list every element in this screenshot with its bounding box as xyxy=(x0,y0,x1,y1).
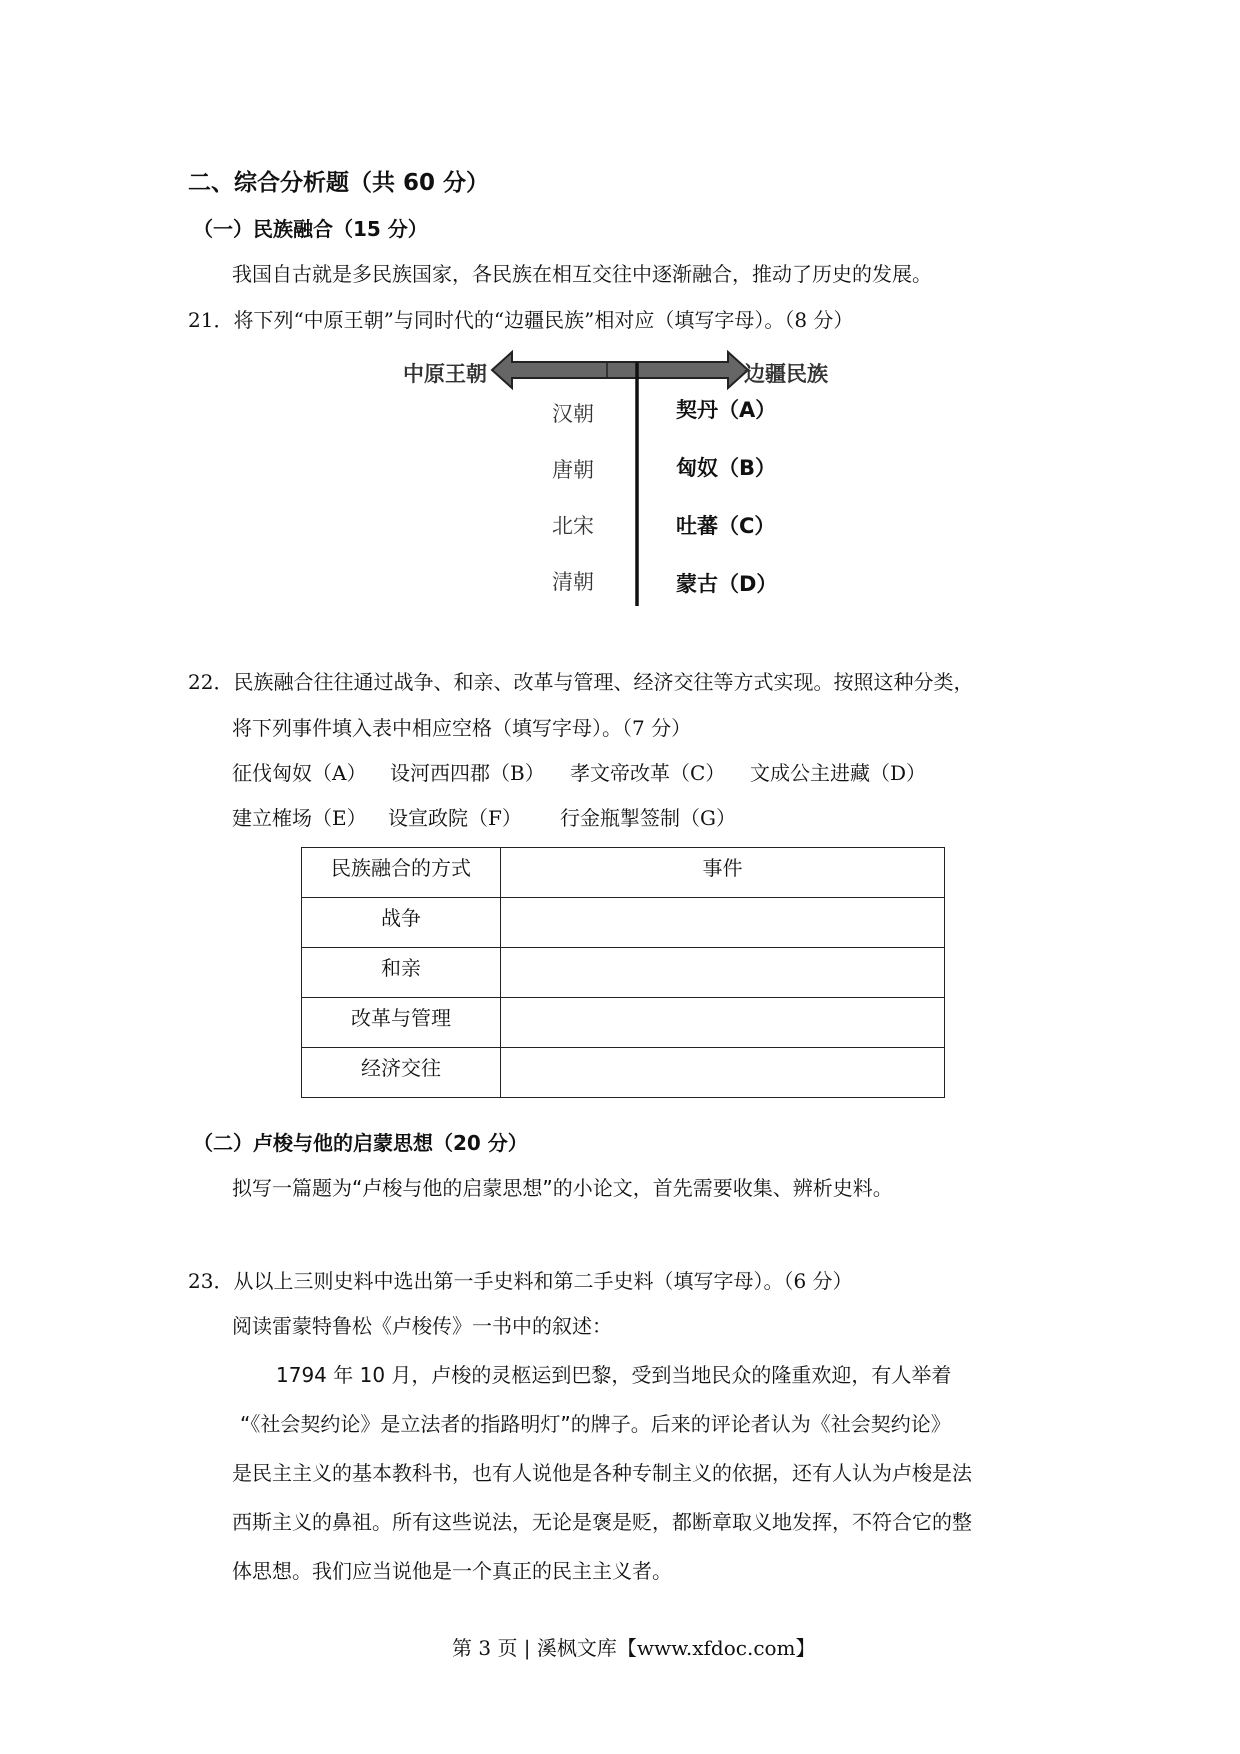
table-header-row xyxy=(302,848,945,898)
table-row xyxy=(302,1048,945,1098)
table-cell-method: 改革与管理 xyxy=(302,998,501,1048)
reading-intro: 阅读雷蒙特鲁松《卢梭传》一书中的叙述： xyxy=(232,1314,612,1338)
dynasty-item: 清朝 xyxy=(552,570,594,594)
table-cell-method: 经济交往 xyxy=(302,1048,501,1098)
event-item: 征伐匈奴（A） xyxy=(232,761,367,785)
event-item: 行金瓶掣签制（G） xyxy=(560,806,736,830)
dynasty-item: 北宋 xyxy=(552,514,594,538)
event-item: 建立榷场（E） xyxy=(232,806,367,830)
question-23: 23．从以上三则史料中选出第一手史料和第二手史料（填写字母）。（6 分） xyxy=(188,1269,853,1293)
table-header: 事件 xyxy=(501,848,945,898)
table-cell-answer[interactable] xyxy=(501,1048,945,1098)
event-item: 文成公主进藏（D） xyxy=(750,761,927,785)
table-row xyxy=(302,898,945,948)
event-item: 设宣政院（F） xyxy=(388,806,522,830)
table-row xyxy=(302,998,945,1048)
dynasty-item: 汉朝 xyxy=(552,402,594,426)
table-row xyxy=(302,948,945,998)
people-item: 吐蕃（C） xyxy=(676,514,776,538)
question-22-line1: 22．民族融合往往通过战争、和亲、改革与管理、经济交往等方式实现。按照这种分类， xyxy=(188,670,974,694)
passage-line: 1794 年 10 月，卢梭的灵柩运到巴黎，受到当地民众的隆重欢迎，有人举着 xyxy=(276,1363,952,1387)
people-item: 匈奴（B） xyxy=(676,456,777,480)
passage-line: 西斯主义的鼻祖。所有这些说法，无论是褒是贬，都断章取义地发挥，不符合它的整 xyxy=(232,1510,972,1534)
left-header: 中原王朝 xyxy=(403,362,487,386)
passage-line: “《社会契约论》是立法者的指路明灯”的牌子。后来的评论者认为《社会契约论》 xyxy=(240,1412,951,1436)
fusion-table xyxy=(301,847,945,1098)
part1-intro: 我国自古就是多民族国家，各民族在相互交往中逐渐融合，推动了历史的发展。 xyxy=(232,262,932,286)
table-cell-answer[interactable] xyxy=(501,948,945,998)
table-cell-answer[interactable] xyxy=(501,998,945,1048)
right-header: 边疆民族 xyxy=(744,362,828,386)
event-item: 设河西四郡（B） xyxy=(390,761,545,785)
table-cell-answer[interactable] xyxy=(501,898,945,948)
part2-title: （二）卢梭与他的启蒙思想（20 分） xyxy=(193,1131,528,1155)
question-22-line2: 将下列事件填入表中相应空格（填写字母）。（7 分） xyxy=(232,716,692,740)
table-cell-method: 战争 xyxy=(302,898,501,948)
dynasty-item: 唐朝 xyxy=(552,458,594,482)
event-item: 孝文帝改革（C） xyxy=(570,761,726,785)
part1-title: （一）民族融合（15 分） xyxy=(193,217,428,241)
question-21: 21．将下列“中原王朝”与同时代的“边疆民族”相对应（填写字母）。（8 分） xyxy=(188,308,854,332)
people-item: 契丹（A） xyxy=(676,398,777,422)
part2-intro: 拟写一篇题为“卢梭与他的启蒙思想”的小论文，首先需要收集、辨析史料。 xyxy=(232,1176,893,1200)
passage-line: 是民主主义的基本教科书，也有人说他是各种专制主义的依据，还有人认为卢梭是法 xyxy=(232,1461,972,1485)
people-item: 蒙古（D） xyxy=(676,572,778,596)
table-cell-method: 和亲 xyxy=(302,948,501,998)
double-arrow-icon xyxy=(492,352,748,388)
passage-line: 体思想。我们应当说他是一个真正的民主主义者。 xyxy=(232,1559,672,1583)
section-title: 二、综合分析题（共 60 分） xyxy=(188,170,490,196)
page-footer: 第 3 页 | 溪枫文库【www.xfdoc.com】 xyxy=(452,1636,816,1660)
table-header: 民族融合的方式 xyxy=(302,848,501,898)
